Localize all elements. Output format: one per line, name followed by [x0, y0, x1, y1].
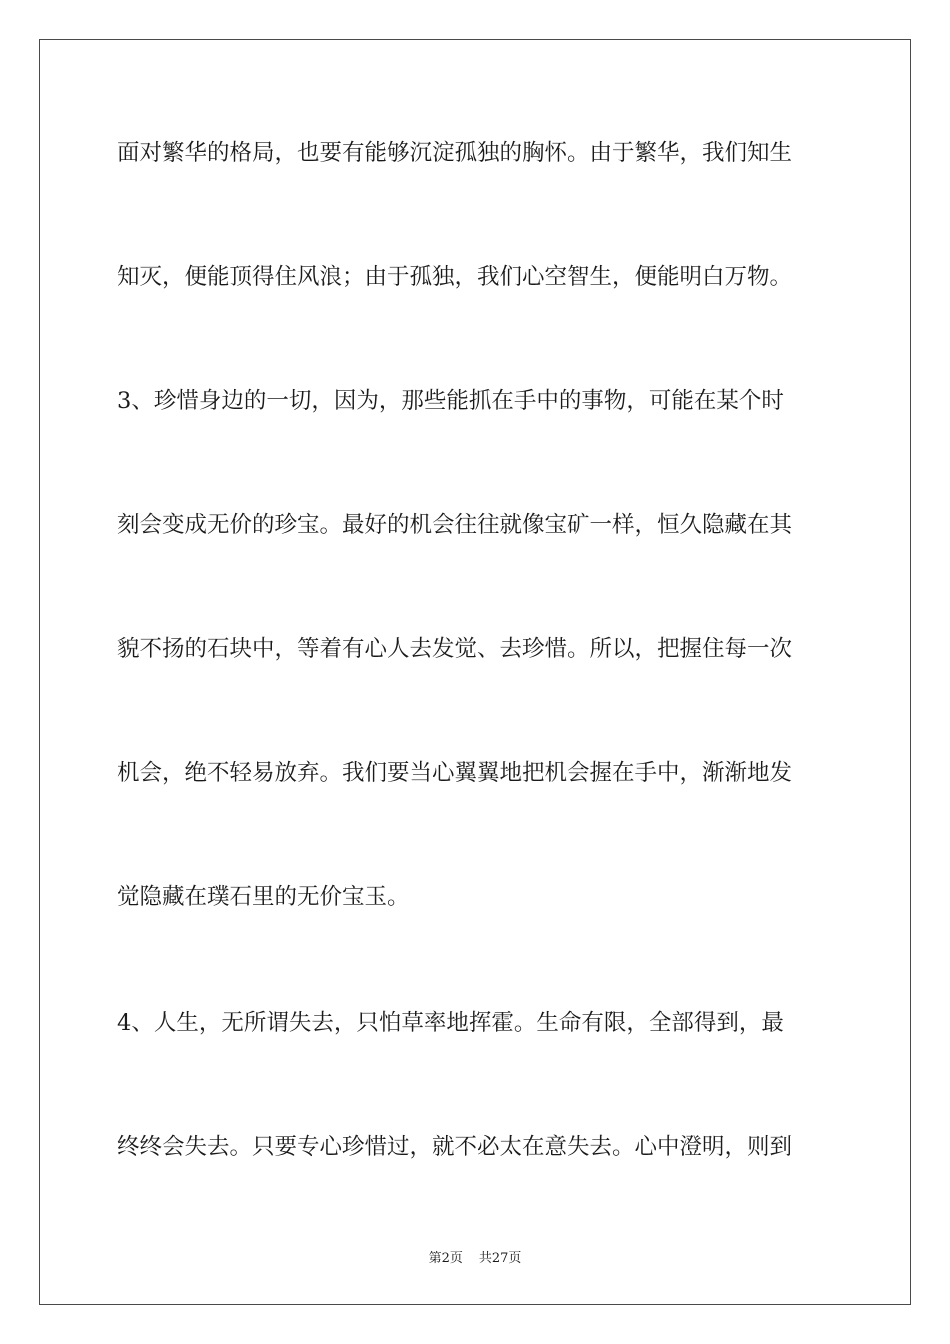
body-text-line: 觉隐藏在璞石里的无价宝玉。: [117, 884, 410, 910]
body-text-line: 3、珍惜身边的一切，因为，那些能抓在手中的事物，可能在某个时: [117, 388, 784, 414]
body-text-line: 刻会变成无价的珍宝。最好的机会往往就像宝矿一样，恒久隐藏在其: [117, 512, 793, 538]
body-text-line: 终终会失去。只要专心珍惜过，就不必太在意失去。心中澄明，则到: [117, 1134, 793, 1160]
page-total: 共27页: [478, 1251, 522, 1266]
body-text-line: 知灭，便能顶得住风浪；由于孤独，我们心空智生，便能明白万物。: [117, 264, 793, 290]
page-number: 第2页: [428, 1251, 463, 1266]
body-text-line: 貌不扬的石块中，等着有心人去发觉、去珍惜。所以，把握住每一次: [117, 636, 793, 662]
body-text-line: 机会，绝不轻易放弃。我们要当心翼翼地把机会握在手中，渐渐地发: [117, 760, 793, 786]
page-border: [39, 39, 911, 1305]
body-text-line: 4、人生，无所谓失去，只怕草率地挥霍。生命有限，全部得到，最: [117, 1010, 784, 1036]
body-text-line: 面对繁华的格局，也要有能够沉淀孤独的胸怀。由于繁华，我们知生: [117, 140, 793, 166]
page-footer: [0, 1247, 950, 1266]
